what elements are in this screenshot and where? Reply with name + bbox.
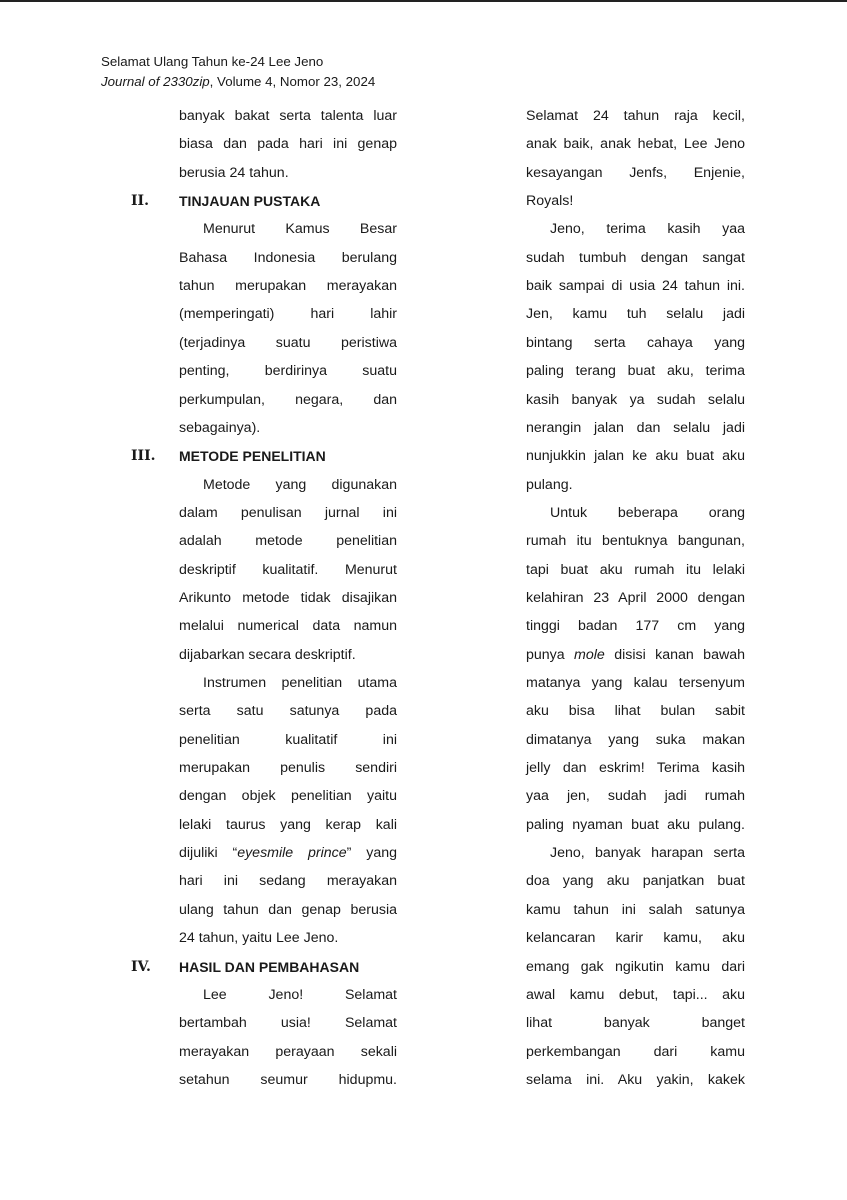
section-number: II. [131, 193, 149, 210]
text-line: tinggi badan 177 cm yang [526, 618, 745, 635]
text-line: Menurut Kamus Besar [203, 221, 397, 238]
text-line: ulang tahun dan genap berusia [179, 901, 397, 918]
text-line: baik sampai di usia 24 tahun ini. [526, 278, 745, 295]
text-line: anak baik, anak hebat, Lee Jeno [526, 136, 745, 153]
text-line: merayakan perayaan sekali [179, 1043, 397, 1060]
text-line: banyak bakat serta talenta luar [179, 108, 397, 124]
text-line: bintang serta cahaya yang [526, 334, 745, 351]
section-title: HASIL DAN PEMBAHASAN [179, 958, 360, 975]
text-line: penelitian kualitatif ini [179, 731, 397, 748]
text-line: Jen, kamu tuh selalu jadi [526, 306, 745, 323]
text-line: 24 tahun, yaitu Lee Jeno. [179, 930, 339, 947]
text-line: Arikunto metode tidak disajikan [179, 589, 397, 606]
text-line: paling terang buat aku, terima [526, 363, 745, 380]
text-line: Instrumen penelitian utama [203, 675, 397, 691]
text-line: lihat banyak banget [526, 1015, 745, 1032]
text-line: kasih banyak ya sudah selalu [526, 391, 745, 408]
text-line: hari ini sedang merayakan [179, 873, 397, 890]
text-line: matanya yang kalau tersenyum [526, 675, 745, 691]
text-line: Selamat 24 tahun raja kecil, [526, 108, 745, 124]
text-line: melalui numerical data namun [179, 618, 397, 635]
text-line: serta satu satunya pada [179, 703, 397, 720]
section-title: METODE PENELITIAN [179, 448, 326, 465]
text-segment: ” yang [346, 845, 397, 862]
text-line: sebagainya). [179, 419, 261, 436]
text-line: kelahiran 23 April 2000 dengan [526, 589, 745, 606]
header-journal-info [101, 72, 375, 92]
section-heading [131, 191, 397, 211]
text-line: yaa jen, sudah jadi rumah [526, 788, 745, 805]
text-line: Jeno, terima kasih yaa [550, 221, 745, 238]
text-line: Metode yang digunakan [203, 476, 397, 493]
header-title: Selamat Ulang Tahun ke-24 Lee Jeno [101, 54, 324, 69]
text-segment: dijuliki “ [179, 845, 238, 862]
text-line: setahun seumur hidupmu. [179, 1071, 397, 1088]
text-line: (terjadinya suatu peristiwa [179, 334, 397, 351]
journal-volume: , Volume 4, Nomor 23, 2024 [209, 74, 376, 89]
italic-phrase: eyesmile prince [237, 845, 347, 862]
text-line: dimatanya yang suka makan [526, 731, 745, 748]
journal-name: Journal of 2330zip [101, 74, 210, 89]
text-line: aku bisa lihat bulan sabit [526, 703, 745, 720]
text-line: penting, berdirinya suatu [179, 363, 397, 380]
text-line: dijabarkan secara deskriptif. [179, 646, 356, 663]
text-line: nerangin jalan dan selalu jadi [526, 419, 745, 436]
text-line: tapi buat aku rumah itu lelaki [526, 561, 745, 578]
text-line: perkembangan dari kamu [526, 1043, 745, 1060]
section-heading [131, 446, 397, 466]
text-line: dengan objek penelitian yaitu [179, 788, 397, 805]
text-line: selama ini. Aku yakin, kakek [526, 1071, 745, 1088]
text-line: kesayangan Jenfs, Enjenie, [526, 164, 745, 181]
text-line: awal kamu debut, tapi... aku [526, 986, 745, 1003]
text-line: kelancaran karir kamu, aku [526, 930, 745, 947]
text-line: emang gak ngikutin kamu dari [526, 958, 745, 975]
text-line: bertambah usia! Selamat [179, 1015, 397, 1032]
italic-phrase: mole [574, 646, 605, 663]
section-number: III. [131, 448, 156, 465]
text-line: deskriptif kualitatif. Menurut [179, 561, 397, 578]
running-header [101, 52, 375, 92]
text-line: Royals! [526, 193, 574, 210]
text-line: paling nyaman buat aku pulang. [526, 816, 745, 833]
text-line: (memperingati) hari lahir [179, 306, 397, 323]
text-segment: punya [526, 646, 575, 663]
text-line [179, 843, 397, 863]
text-line: lelaki taurus yang kerap kali [179, 816, 397, 833]
text-line: Untuk beberapa orang [550, 504, 745, 521]
section-heading [131, 957, 397, 977]
text-line: berusia 24 tahun. [179, 164, 289, 181]
text-line: dalam penulisan jurnal ini [179, 504, 397, 521]
text-line: Bahasa Indonesia berulang [179, 249, 397, 266]
text-line [526, 645, 745, 665]
text-line: tahun merupakan merayakan [179, 278, 397, 295]
section-title: TINJAUAN PUSTAKA [179, 193, 321, 210]
text-line: Jeno, banyak harapan serta [550, 845, 745, 862]
text-line: pulang. [526, 476, 573, 493]
text-line: doa yang aku panjatkan buat [526, 873, 745, 890]
text-line: sudah tumbuh dengan sangat [526, 249, 745, 266]
text-line: jelly dan eskrim! Terima kasih [526, 760, 745, 777]
text-line: rumah itu bentuknya bangunan, [526, 533, 745, 550]
text-segment: disisi kanan bawah [604, 646, 745, 663]
section-number: IV. [131, 958, 151, 975]
text-line: Lee Jeno! Selamat [203, 986, 397, 1003]
text-line: biasa dan pada hari ini genap [179, 136, 397, 153]
text-line: perkumpulan, negara, dan [179, 391, 397, 408]
text-line: adalah metode penelitian [179, 533, 397, 550]
text-line: merupakan penulis sendiri [179, 760, 397, 777]
page-top-border [0, 0, 847, 2]
text-line: kamu tahun ini salah satunya [526, 901, 745, 918]
text-line: nunjukkin jalan ke aku buat aku [526, 448, 745, 465]
